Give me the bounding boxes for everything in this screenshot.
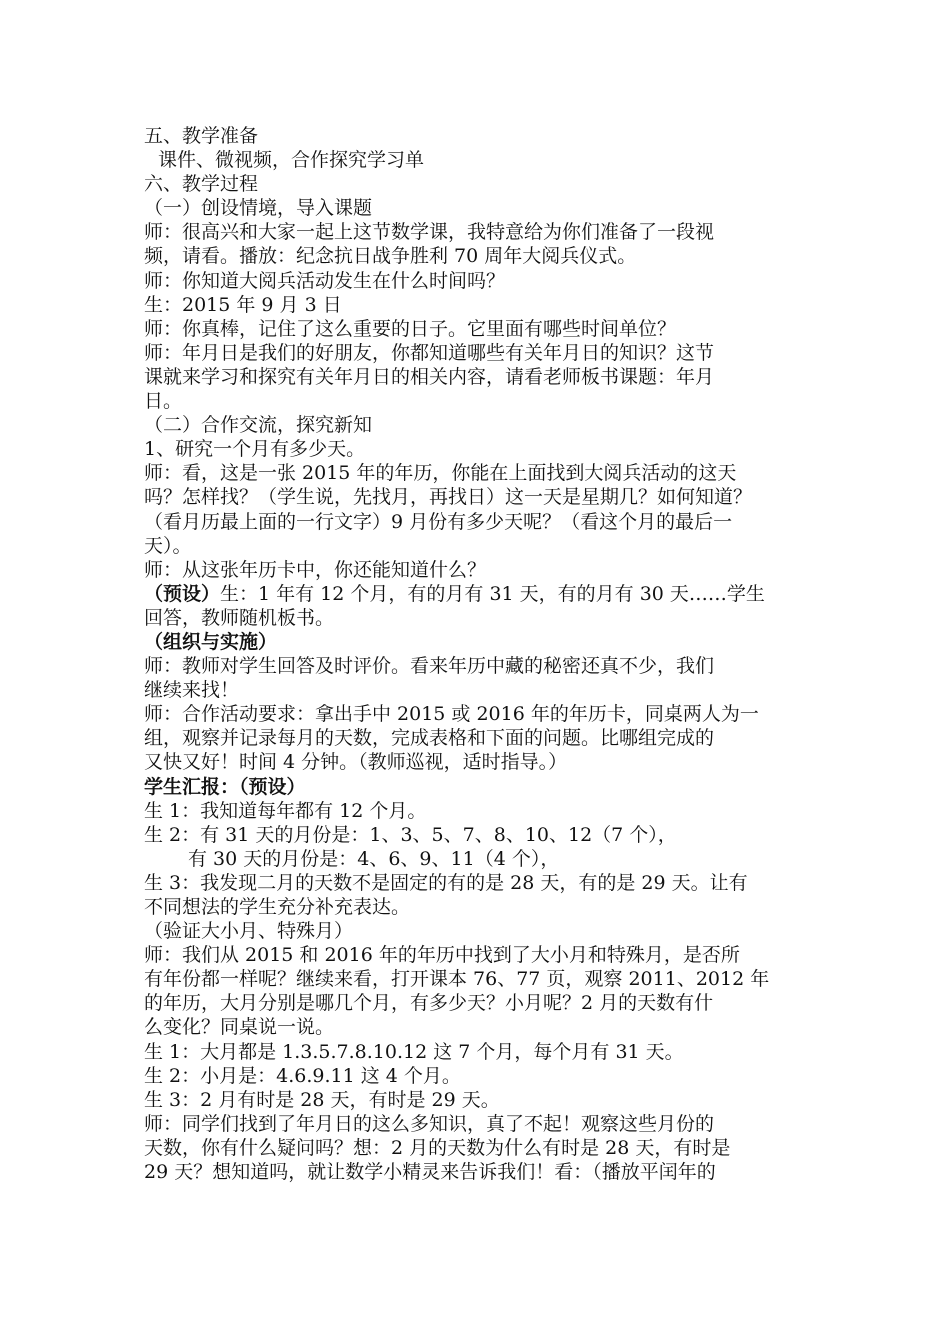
text-line: 的年历，大月分别是哪几个月，有多少天？小月呢？2 月的天数有什 <box>144 992 714 1015</box>
section-verify-months: （验证大小月、特殊月） <box>144 920 354 943</box>
text-line: 频，请看。播放：纪念抗日战争胜利 70 周年大阅兵仪式。 <box>144 245 637 268</box>
heading-student-report: 学生汇报：（预设） <box>144 775 306 798</box>
document-page <box>144 124 814 1184</box>
text-line: 又快又好！时间 4 分钟。（教师巡视，适时指导。） <box>144 751 568 774</box>
text-line: 师：年月日是我们的好朋友，你都知道哪些有关年月日的知识？这节 <box>144 341 715 364</box>
text-line: 有年份都一样呢？继续来看，打开课本 76、77 页，观察 2011、2012 年 <box>144 968 770 991</box>
text-line: 生 3：2 月有时是 28 天，有时是 29 天。 <box>144 1088 500 1111</box>
text-line: 师：我们从 2015 和 2016 年的年历中找到了大小月和特殊月，是否所 <box>144 944 740 967</box>
preset-answer-text: 生：1 年有 12 个月，有的月有 31 天，有的月有 30 天……学生 <box>220 582 765 605</box>
text-line: 吗？怎样找？（学生说，先找月，再找日）这一天是星期几？如何知道？ <box>144 486 753 509</box>
text-line: （看月历最上面的一行文字）9 月份有多少天呢？（看这个月的最后一 <box>144 510 733 533</box>
text-line: 不同想法的学生充分补充表达。 <box>144 896 411 918</box>
text-line: 课就来学习和探究有关年月日的相关内容，请看老师板书课题：年月 <box>144 365 715 388</box>
text-line: 么变化？同桌说一说。 <box>144 1016 335 1039</box>
text-line: 师：教师对学生回答及时评价。看来年历中藏的秘密还真不少，我们 <box>144 655 715 678</box>
text-line: 生 3：我发现二月的天数不是固定的有的是 28 天，有的是 29 天。让有 <box>144 871 748 894</box>
text-line: 回答，教师随机板书。 <box>144 606 335 629</box>
heading-teaching-preparation: 五、教学准备 <box>144 125 259 147</box>
section-cooperation: （二）合作交流，探究新知 <box>144 414 373 437</box>
text-line: 有 30 天的月份是：4、6、9、11（4 个）， <box>188 847 560 870</box>
text-line: 生 2：小月是：4.6.9.11 这 4 个月。 <box>144 1064 461 1087</box>
text-line: 日。 <box>144 390 183 413</box>
text-line: 师：合作活动要求：拿出手中 2015 或 2016 年的年历卡，同桌两人为一 <box>144 703 759 726</box>
text-line: 生 2：有 31 天的月份是：1、3、5、7、8、10、12（7 个）， <box>144 823 677 846</box>
preparation-materials: 课件、微视频，合作探究学习单 <box>158 149 425 172</box>
section-create-situation: （一）创设情境，导入课题 <box>144 197 373 220</box>
text-line: 组，观察并记录每月的天数，完成表格和下面的问题。比哪组完成的 <box>144 727 715 750</box>
text-line: 师：你真棒，记住了这么重要的日子。它里面有哪些时间单位？ <box>144 317 677 340</box>
heading-organize-implement: （组织与实施） <box>144 630 278 653</box>
text-line: 师：看，这是一张 2015 年的年历，你能在上面找到大阅兵活动的这天 <box>144 462 737 485</box>
text-line: 师：很高兴和大家一起上这节数学课，我特意给为你们准备了一段视 <box>144 221 715 244</box>
text-line: 天数，你有什么疑问吗？想：2 月的天数为什么有时是 28 天，有时是 <box>144 1136 731 1159</box>
text-line: 生：2015 年 9 月 3 日 <box>144 293 342 316</box>
text-line: 师：同学们找到了年月日的这么多知识，真了不起！观察这些月份的 <box>144 1112 715 1135</box>
preset-label: （预设） <box>144 582 221 605</box>
text-line: 生 1：大月都是 1.3.5.7.8.10.12 这 7 个月，每个月有 31 天。 <box>144 1040 684 1063</box>
text-line: 天）。 <box>144 534 192 557</box>
preset-answer-line <box>144 582 814 606</box>
subsection-days-in-month: 1、研究一个月有多少天。 <box>144 438 366 461</box>
text-line: 继续来找！ <box>144 679 240 702</box>
text-line: 师：你知道大阅兵活动发生在什么时间吗？ <box>144 269 506 292</box>
heading-teaching-process: 六、教学过程 <box>144 173 259 196</box>
text-line: 师：从这张年历卡中，你还能知道什么？ <box>144 558 487 581</box>
text-line: 生 1：我知道每年都有 12 个月。 <box>144 799 427 822</box>
text-line: 29 天？想知道吗，就让数学小精灵来告诉我们！看：（播放平闰年的 <box>144 1161 716 1184</box>
